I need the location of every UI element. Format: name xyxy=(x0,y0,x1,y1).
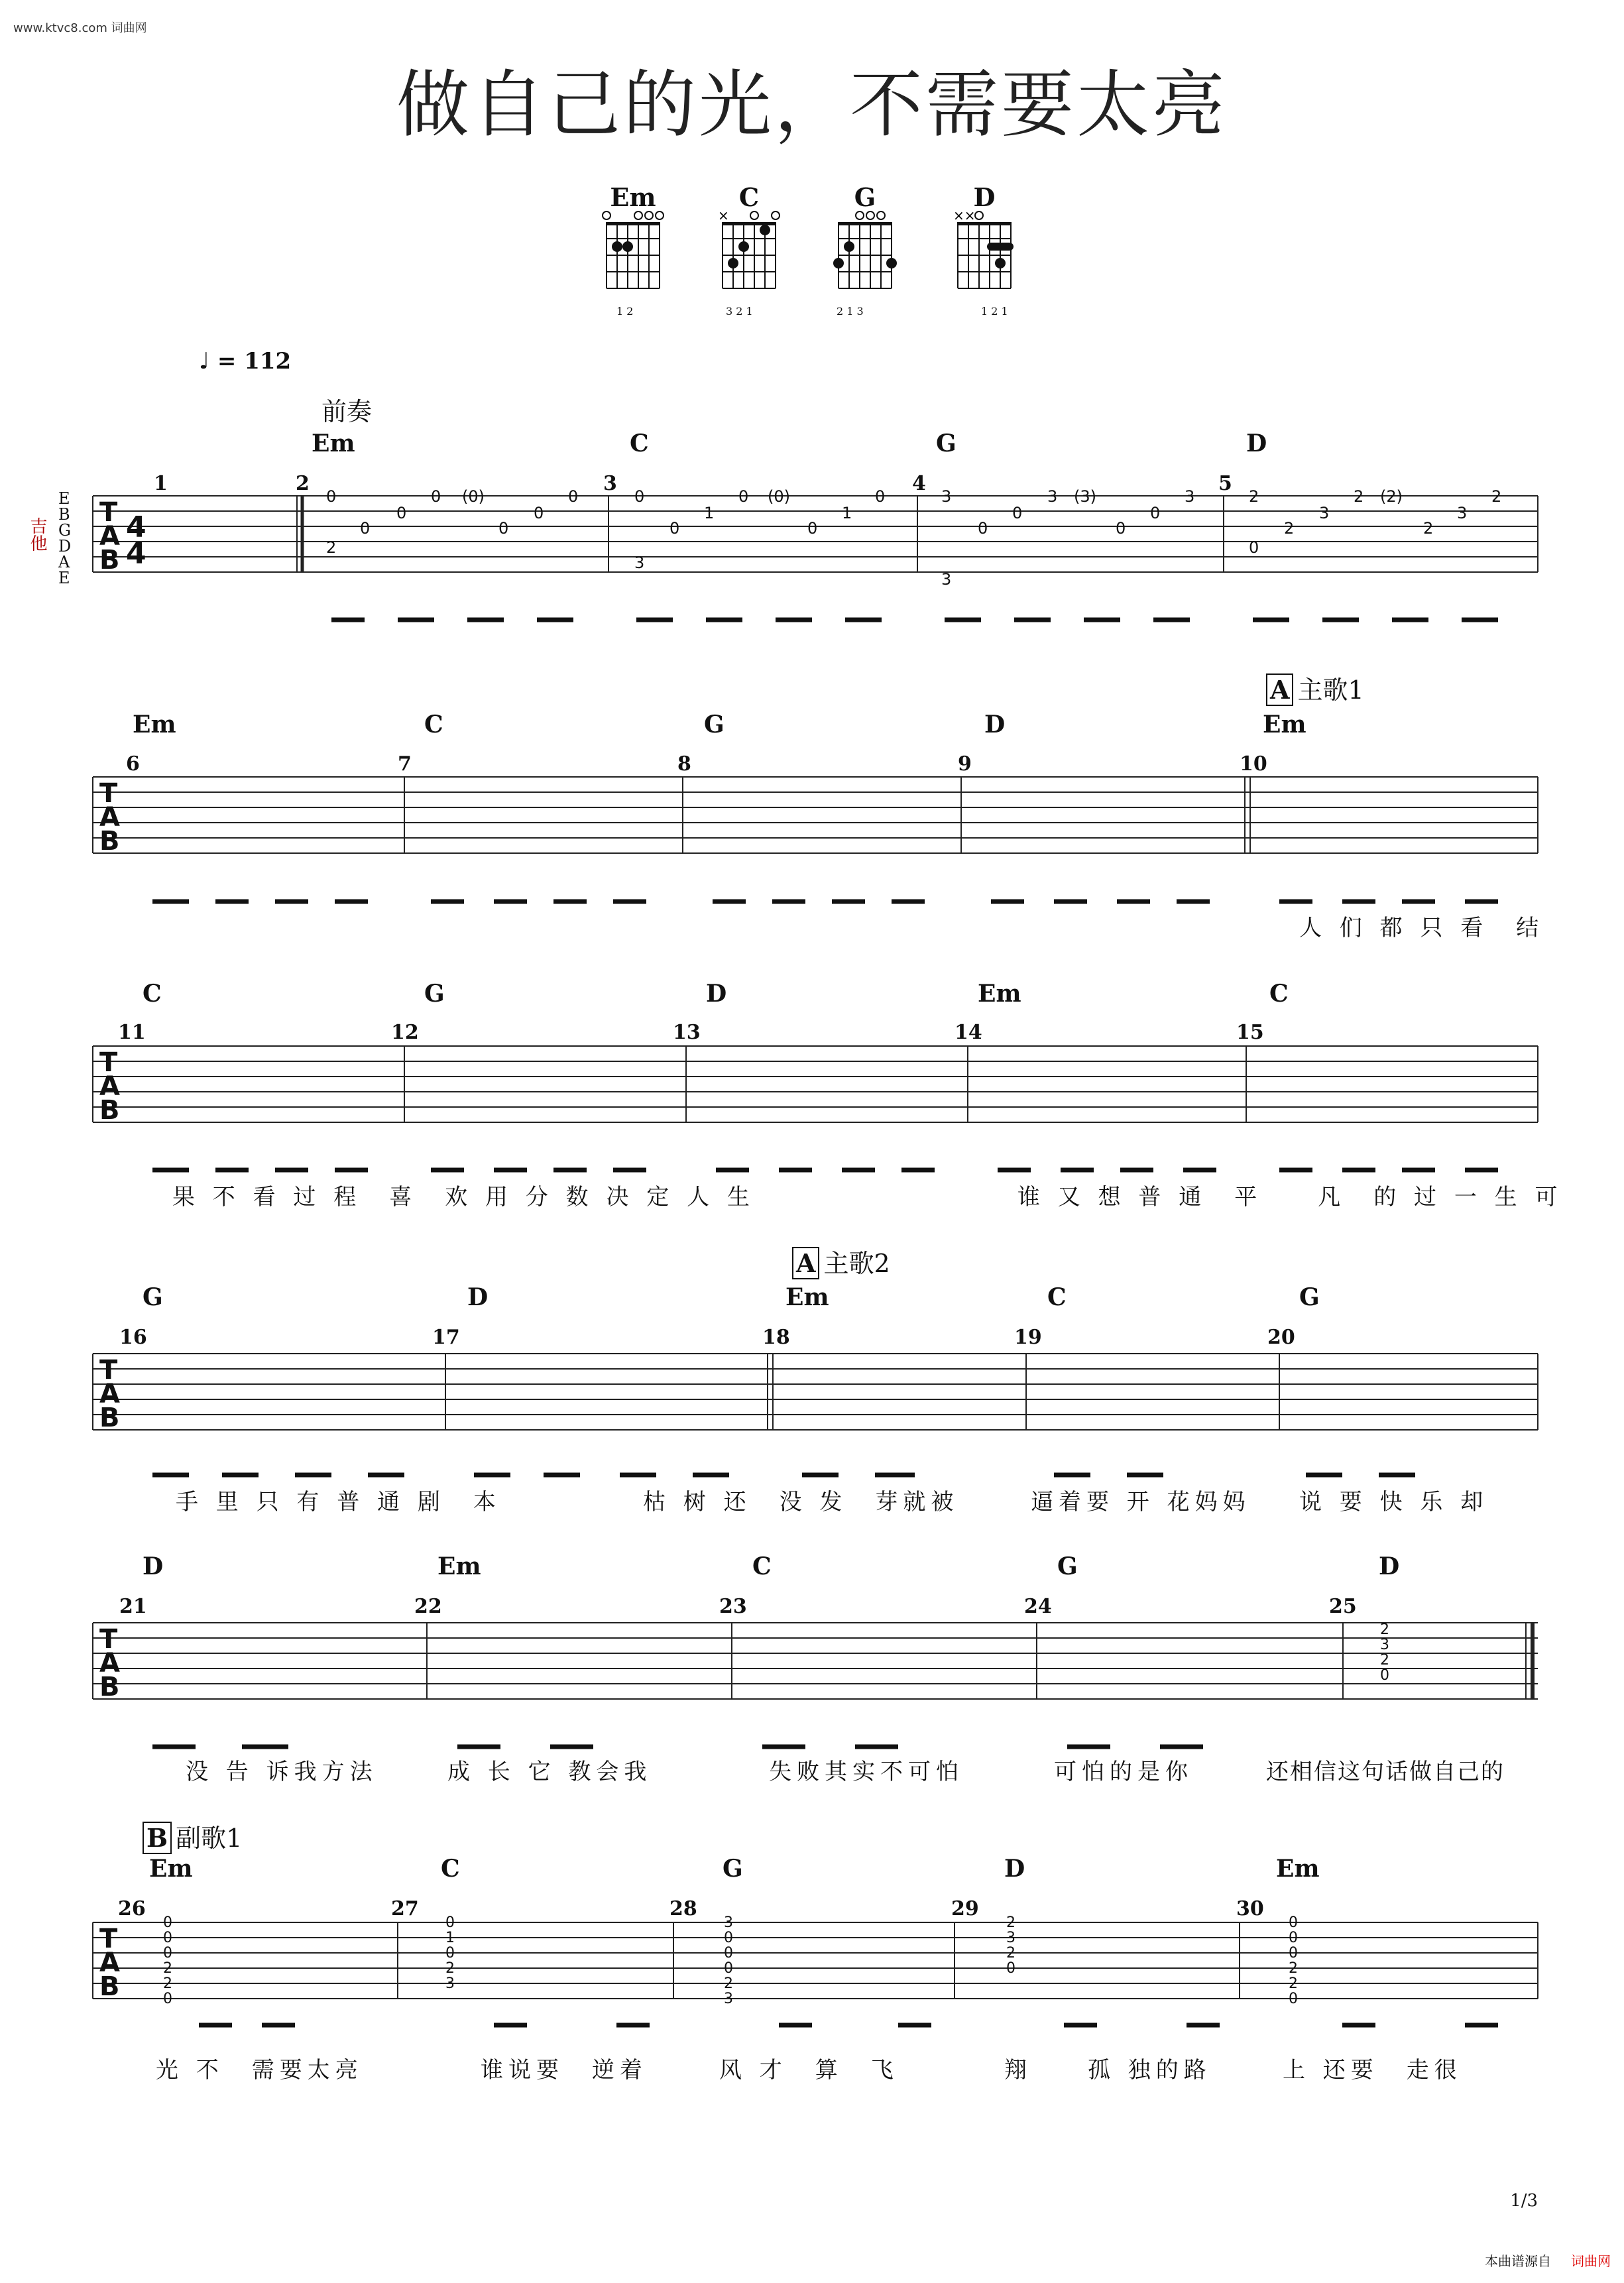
measure-number: 5 xyxy=(1218,472,1232,495)
measure-number: 15 xyxy=(1236,1021,1264,1044)
measure-number: 14 xyxy=(955,1021,982,1044)
svg-text:T: T xyxy=(99,497,118,528)
footer-source: 本曲谱源自 xyxy=(1485,2253,1551,2269)
svg-text:0: 0 xyxy=(1289,1914,1298,1931)
chord-label: D xyxy=(1246,430,1267,457)
measure-number: 16 xyxy=(119,1326,147,1349)
strum-stacks xyxy=(163,1621,1389,2007)
svg-text:0: 0 xyxy=(1150,504,1161,522)
svg-text:0: 0 xyxy=(807,519,818,538)
measure-number: 24 xyxy=(1024,1595,1052,1618)
chord-label: G xyxy=(424,980,445,1008)
svg-text:A: A xyxy=(99,1648,120,1678)
section-verse-2 xyxy=(792,1243,890,1279)
svg-text:2: 2 xyxy=(1006,1945,1015,1961)
chord-fingering: 1 2 xyxy=(616,305,634,318)
chord-label: Em xyxy=(978,980,1021,1008)
chord-label: G xyxy=(723,1855,743,1883)
svg-text:B: B xyxy=(99,1095,120,1126)
svg-text:0: 0 xyxy=(163,1914,172,1931)
chord-label: D xyxy=(1004,1855,1025,1883)
svg-text:0: 0 xyxy=(724,1960,733,1977)
chord-label: D xyxy=(984,711,1006,738)
measure-number: 27 xyxy=(391,1897,419,1920)
chord-label: G xyxy=(143,1283,163,1311)
svg-text:2: 2 xyxy=(163,1975,172,1992)
measure-number: 22 xyxy=(414,1595,442,1618)
measure-number: 7 xyxy=(398,752,412,776)
svg-text:3: 3 xyxy=(1319,504,1330,522)
page-number: 1/3 xyxy=(1510,2191,1538,2211)
section-intro: 前奏 xyxy=(321,397,373,426)
lyric-line: 上 还要 走很 xyxy=(1283,2057,1462,2083)
svg-text:(0): (0) xyxy=(768,487,790,506)
svg-text:0: 0 xyxy=(534,504,544,522)
measure-number: 23 xyxy=(719,1595,747,1618)
svg-text:0: 0 xyxy=(669,519,680,538)
svg-text:2: 2 xyxy=(724,1975,733,1992)
lyric-line: 可怕的是你 xyxy=(1054,1759,1193,1785)
lyric-line: 手 里 只 有 普 通 剧 本 xyxy=(176,1489,501,1515)
svg-text:3: 3 xyxy=(1380,1637,1389,1653)
svg-text:0: 0 xyxy=(1289,1991,1298,2007)
measure-number: 6 xyxy=(126,752,140,776)
svg-text:0: 0 xyxy=(163,1945,172,1961)
svg-text:×: × xyxy=(718,207,729,223)
svg-text:0: 0 xyxy=(1006,1960,1015,1977)
svg-text:0: 0 xyxy=(163,1991,172,2007)
svg-text:2: 2 xyxy=(1006,1914,1015,1931)
chord-label: Em xyxy=(437,1552,481,1580)
svg-text:B: B xyxy=(99,1403,120,1433)
instrument-label: 吉他 xyxy=(27,517,47,552)
staff-row-6 xyxy=(93,1922,1538,1999)
staff-row-5 xyxy=(93,1623,1538,1699)
svg-text:2: 2 xyxy=(1289,1975,1298,1992)
svg-text:2: 2 xyxy=(163,1960,172,1977)
svg-text:A: A xyxy=(99,521,120,552)
tempo-value: = 112 xyxy=(217,348,292,375)
chord-fingering: 1 2 1 xyxy=(981,305,1008,318)
svg-text:0: 0 xyxy=(1380,1667,1389,1684)
source-url: www.ktvc8.com 词曲网 xyxy=(13,21,147,35)
section-title: 主歌1 xyxy=(1297,675,1364,705)
measure-number: 13 xyxy=(673,1021,701,1044)
chord-label: Em xyxy=(1276,1855,1320,1883)
chord-label: C xyxy=(630,430,649,457)
footer-site[interactable]: 词曲网 xyxy=(1571,2253,1611,2269)
measure-number: 20 xyxy=(1267,1326,1295,1349)
chord-diagram-name: D xyxy=(973,182,996,212)
svg-text:0: 0 xyxy=(634,487,645,506)
measure-number: 12 xyxy=(391,1021,419,1044)
svg-text:0: 0 xyxy=(738,487,749,506)
chord-label: G xyxy=(704,711,725,738)
section-letter: A xyxy=(1266,673,1293,706)
svg-text:3: 3 xyxy=(634,554,645,572)
chord-diagram-name: C xyxy=(738,182,760,212)
svg-text:B: B xyxy=(99,1672,120,1702)
measure-number: 1 xyxy=(154,472,168,495)
section-title: 副歌1 xyxy=(176,1824,243,1853)
lyric-line: 还相信这句话做自己的 xyxy=(1266,1759,1505,1785)
chord-label: D xyxy=(1379,1552,1400,1580)
lyric-line: 枯 树 还 没 发 芽就被 xyxy=(643,1489,959,1515)
section-verse-1 xyxy=(1266,670,1364,706)
measure-number: 25 xyxy=(1329,1595,1357,1618)
chord-label: C xyxy=(441,1855,460,1883)
string-names: E B G D A E xyxy=(58,489,72,587)
measure-number: 26 xyxy=(118,1897,146,1920)
lyric-line: 逼着要 开 花妈妈 xyxy=(1031,1489,1251,1515)
svg-text:B: B xyxy=(99,826,120,856)
svg-text:3: 3 xyxy=(1006,1930,1015,1946)
svg-text:0: 0 xyxy=(445,1914,455,1931)
chord-label: C xyxy=(143,980,162,1008)
section-title: 主歌2 xyxy=(823,1249,890,1278)
svg-text:T: T xyxy=(99,1924,118,1954)
lyric-line: 风 才 算 飞 xyxy=(719,2057,899,2083)
lyric-line: 谁说要 逆着 xyxy=(481,2057,648,2083)
svg-text:4: 4 xyxy=(126,537,146,571)
measure-number: 18 xyxy=(762,1326,790,1349)
lyric-line: 人 们 都 只 看 结 xyxy=(1299,915,1544,941)
svg-text:(2): (2) xyxy=(1380,487,1403,506)
svg-text:A: A xyxy=(99,1948,120,1978)
svg-text:T: T xyxy=(99,1624,118,1655)
svg-text:T: T xyxy=(99,778,118,809)
lyric-line: 没 告 诉我方法 xyxy=(186,1759,378,1785)
svg-text:0: 0 xyxy=(978,519,988,538)
svg-text:0: 0 xyxy=(1289,1945,1298,1961)
svg-text:0: 0 xyxy=(445,1945,455,1961)
measure-number: 10 xyxy=(1240,752,1267,776)
svg-text:3: 3 xyxy=(1185,487,1195,506)
svg-text:(3): (3) xyxy=(1074,487,1096,506)
svg-text:3: 3 xyxy=(941,570,952,589)
staff-row-4 xyxy=(93,1354,1538,1430)
section-chorus-1 xyxy=(143,1818,242,1854)
measure-number: 19 xyxy=(1014,1326,1042,1349)
svg-text:(0): (0) xyxy=(462,487,485,506)
chord-label: D xyxy=(467,1283,489,1311)
svg-text:2: 2 xyxy=(1491,487,1502,506)
svg-text:0: 0 xyxy=(360,519,371,538)
svg-text:0: 0 xyxy=(1116,519,1126,538)
measure-number: 8 xyxy=(677,752,691,776)
chord-label: G xyxy=(936,430,957,457)
quarter-note-icon: ♩ xyxy=(199,348,210,375)
staff-row-3 xyxy=(93,1046,1538,1122)
svg-text:0: 0 xyxy=(1012,504,1023,522)
svg-text:2: 2 xyxy=(1423,519,1434,538)
svg-text:3: 3 xyxy=(941,487,952,506)
svg-text:A: A xyxy=(99,1379,120,1409)
svg-text:B: B xyxy=(99,1971,120,2002)
section-letter: B xyxy=(143,1822,172,1854)
section-letter: A xyxy=(792,1247,819,1279)
svg-text:2: 2 xyxy=(1289,1960,1298,1977)
svg-text:2: 2 xyxy=(326,538,337,557)
chord-label: Em xyxy=(785,1283,829,1311)
chord-label: G xyxy=(1057,1552,1078,1580)
svg-text:3: 3 xyxy=(1457,504,1468,522)
svg-text:1: 1 xyxy=(445,1930,455,1946)
svg-text:3: 3 xyxy=(724,1914,733,1931)
measure-number: 2 xyxy=(296,472,310,495)
staff-row-2 xyxy=(93,777,1538,853)
svg-text:0: 0 xyxy=(326,487,337,506)
svg-text:2: 2 xyxy=(1249,487,1259,506)
chord-diagram-name: G xyxy=(854,182,876,212)
svg-text:0: 0 xyxy=(875,487,886,506)
chord-label: C xyxy=(752,1552,772,1580)
chord-label: Em xyxy=(133,711,176,738)
svg-text:0: 0 xyxy=(568,487,579,506)
svg-text:3: 3 xyxy=(724,1991,733,2007)
measure-number: 29 xyxy=(951,1897,979,1920)
fret-numbers xyxy=(326,487,1501,589)
svg-text:3: 3 xyxy=(445,1975,455,1992)
svg-text:0: 0 xyxy=(724,1930,733,1946)
measure-number: 9 xyxy=(958,752,972,776)
svg-text:3: 3 xyxy=(1047,487,1058,506)
measure-number: 11 xyxy=(118,1021,146,1044)
svg-text:0: 0 xyxy=(163,1930,172,1946)
svg-text:0: 0 xyxy=(498,519,509,538)
svg-text:1: 1 xyxy=(704,504,715,522)
svg-text:1: 1 xyxy=(842,504,852,522)
chord-fingering: 3 2 1 xyxy=(726,305,753,318)
svg-text:T: T xyxy=(99,1047,118,1078)
chord-label: G xyxy=(1299,1283,1320,1311)
chord-label: C xyxy=(424,711,443,738)
svg-text:0: 0 xyxy=(431,487,441,506)
lyric-line: 谁 又 想 普 通 平 凡 的 过 一 生 可 xyxy=(1017,1184,1563,1210)
svg-text:0: 0 xyxy=(724,1945,733,1961)
measure-number: 4 xyxy=(912,472,926,495)
measure-number: 17 xyxy=(432,1326,460,1349)
svg-text:T: T xyxy=(99,1355,118,1385)
chord-diagram-name: Em xyxy=(610,182,656,212)
svg-text:2: 2 xyxy=(1380,1621,1389,1638)
chord-label: D xyxy=(143,1552,164,1580)
chord-label: Em xyxy=(149,1855,193,1883)
chord-label: C xyxy=(1269,980,1289,1008)
svg-text:2: 2 xyxy=(445,1960,455,1977)
svg-text:A: A xyxy=(99,1071,120,1102)
song-title: 做自己的光，不需要太亮 xyxy=(396,62,1228,147)
svg-text:××: ×× xyxy=(953,207,976,223)
svg-text:0: 0 xyxy=(1289,1930,1298,1946)
svg-text:4: 4 xyxy=(126,510,146,544)
svg-text:0: 0 xyxy=(396,504,407,522)
chord-label: C xyxy=(1047,1283,1067,1311)
chord-label: Em xyxy=(1263,711,1306,738)
lyric-line: 果 不 看 过 程 喜 欢 用 分 数 决 定 人 生 xyxy=(172,1184,755,1210)
svg-text:2: 2 xyxy=(1284,519,1295,538)
svg-text:2: 2 xyxy=(1380,1652,1389,1668)
lyric-line: 翔 孤 独的路 xyxy=(1004,2057,1212,2083)
lyric-line: 失败其实不可怕 xyxy=(769,1759,964,1785)
measure-number: 30 xyxy=(1236,1897,1264,1920)
svg-text:B: B xyxy=(99,545,120,575)
svg-text:0: 0 xyxy=(1249,538,1259,557)
svg-text:A: A xyxy=(99,802,120,833)
lyric-line: 成 长 它 教会我 xyxy=(447,1759,652,1785)
svg-text:2: 2 xyxy=(1354,487,1364,506)
chord-label: D xyxy=(706,980,727,1008)
chord-label: Em xyxy=(312,430,355,457)
measure-number: 21 xyxy=(119,1595,147,1618)
chord-fingering: 2 1 3 xyxy=(837,305,864,318)
measure-number: 28 xyxy=(669,1897,697,1920)
lyric-line: 说 要 快 乐 却 xyxy=(1299,1489,1489,1515)
lyric-line: 光 不 需要太亮 xyxy=(156,2057,363,2083)
measure-number: 3 xyxy=(603,472,617,495)
